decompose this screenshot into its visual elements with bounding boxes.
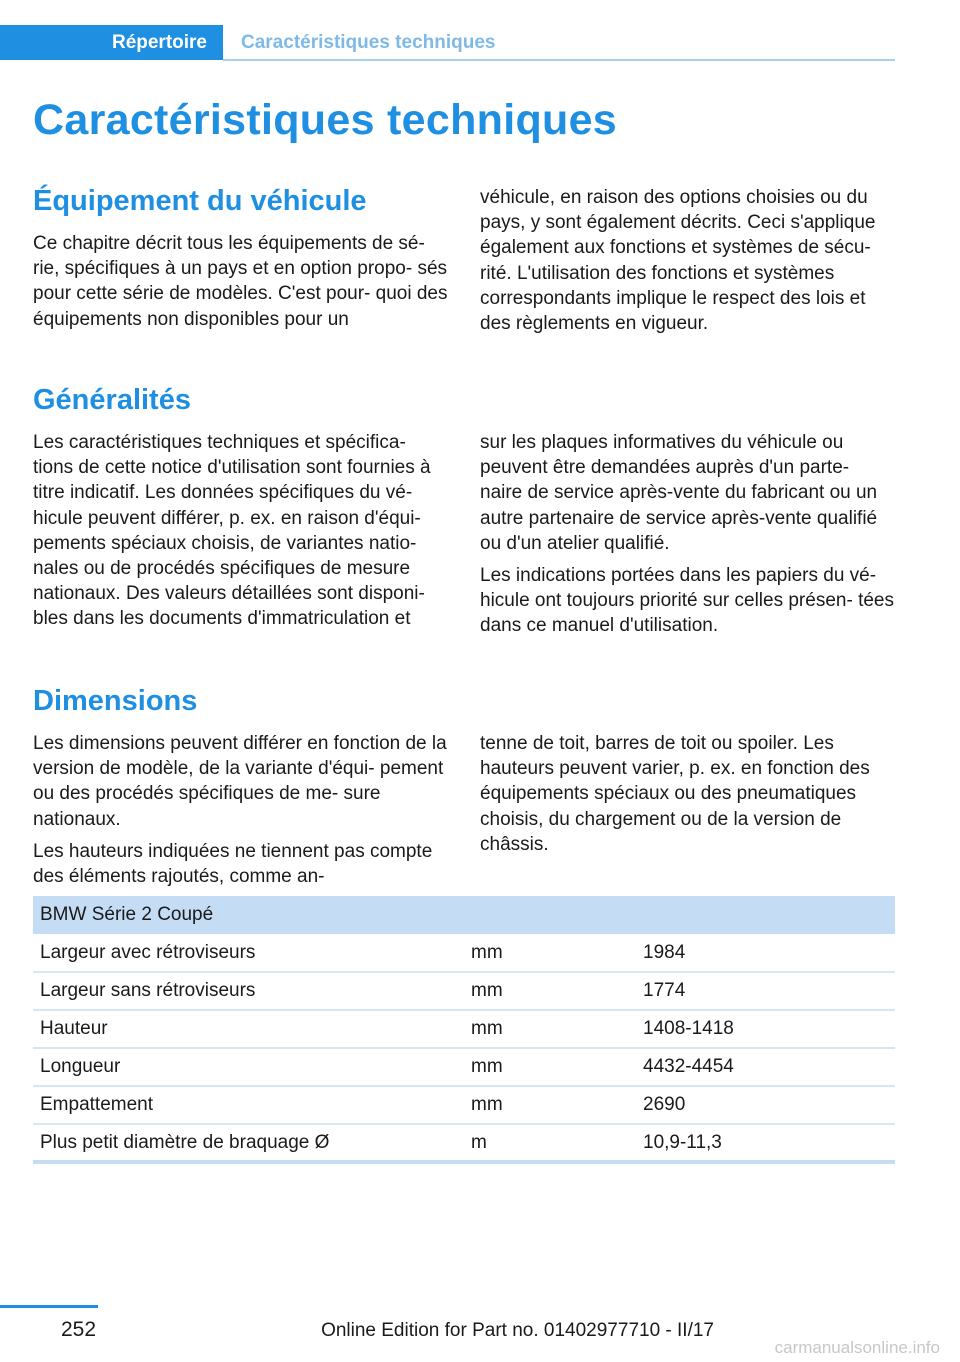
table-cell-label: Empattement: [33, 1086, 464, 1124]
table-cell-unit: mm: [464, 1010, 636, 1048]
page-title: Caractéristiques techniques: [33, 96, 618, 144]
table-cell-label: Longueur: [33, 1048, 464, 1086]
general-left-column: [33, 430, 449, 639]
paragraph: Ce chapitre décrit tous les équipements de sé‐ rie, spécifiques à un pays et en option propo‐ sés pour cette série de modèles. C'est pour‐ quoi des équipements non disponibles pour un: [33, 233, 448, 330]
equipment-left-column: [33, 231, 449, 339]
table-cell-label: Largeur avec rétroviseurs: [33, 934, 464, 972]
table-row: [33, 1048, 895, 1086]
table-cell-value: 10,9-11,3: [636, 1124, 895, 1162]
table-cell-label: Hauteur: [33, 1010, 464, 1048]
table-row: [33, 934, 895, 972]
table-cell-unit: mm: [464, 972, 636, 1010]
table-cell-unit: mm: [464, 934, 636, 972]
section-title-equipment: Équipement du véhicule: [33, 185, 367, 217]
table-row: [33, 1086, 895, 1124]
dimensions-left-column: [33, 731, 449, 896]
paragraph: véhicule, en raison des options choisies ou du pays, y sont également décrits. Ceci s'applique également aux fonctions et systèmes de sécu‐ rité. L'utilisation des fonctions et systèmes correspondants implique le respect des lois et des règlements en vigueur.: [480, 187, 876, 335]
equipment-right-column: [480, 185, 896, 343]
footer-accent-line: [0, 1305, 98, 1308]
paragraph: Les hauteurs indiquées ne tiennent pas compte des éléments rajoutés, comme an‐: [33, 840, 433, 888]
table-cell-value: 2690: [636, 1086, 895, 1124]
table-cell-label: Plus petit diamètre de braquage Ø: [33, 1124, 464, 1162]
general-right-column: [480, 430, 896, 646]
paragraph: Les caractéristiques techniques et spécifica‐ tions de cette notice d'utilisation sont fournies à titre indicatif. Les données spécifiques du vé‐ hicule peuvent différer, p. ex. en raison d'équi‐ pements spéciaux choisis, de variantes natio‐ nales ou de procédés spécifiques de mesure nationaux. Des valeurs détaillées sont disponi‐ bles dans les documents d'immatriculation et: [33, 432, 431, 630]
table-cell-value: 1774: [636, 972, 895, 1010]
paragraph: Les dimensions peuvent différer en fonction de la version de modèle, de la variante d'équi‐ pement ou des procédés spécifiques de me‐ sure nationaux.: [33, 733, 447, 830]
header-divider: [223, 59, 895, 61]
dimensions-right-column: [480, 731, 896, 864]
table-row: [33, 972, 895, 1010]
section-title-dimensions: Dimensions: [33, 685, 198, 717]
table-cell-value: 1984: [636, 934, 895, 972]
paragraph: Les indications portées dans les papiers du vé‐ hicule ont toujours priorité sur celles présen‐ tées dans ce manuel d'utilisation.: [480, 565, 894, 637]
paragraph: sur les plaques informatives du véhicule ou peuvent être demandées auprès d'un parte‐ naire de service après-vente du fabricant ou un autre partenaire de service après-vente qualifié ou d'un atelier qualifié.: [480, 432, 878, 554]
edition-note: Online Edition for Part no. 01402977710 - II/17: [321, 1320, 714, 1341]
table-row: [33, 1124, 895, 1162]
directory-tab[interactable]: Répertoire: [0, 25, 223, 60]
table-cell-value: 1408-1418: [636, 1010, 895, 1048]
table-cell-value: 4432-4454: [636, 1048, 895, 1086]
table-cell-label: Largeur sans rétroviseurs: [33, 972, 464, 1010]
table-header-row: [33, 896, 895, 934]
dimensions-table: [33, 896, 895, 1164]
section-title-general: Généralités: [33, 384, 191, 416]
table-row: [33, 1010, 895, 1048]
watermark: carmanualsonline.info: [774, 1338, 940, 1357]
current-section-tab[interactable]: Caractéristiques techniques: [241, 31, 496, 53]
table-cell-unit: mm: [464, 1048, 636, 1086]
page-header: [0, 25, 895, 63]
paragraph: tenne de toit, barres de toit ou spoiler. Les hauteurs peuvent varier, p. ex. en fonction des équipements spéciaux ou des pneumatiques choisis, du chargement ou de la version de châssis.: [480, 733, 870, 855]
table-heading: BMW Série 2 Coupé: [33, 896, 895, 934]
table-cell-unit: mm: [464, 1086, 636, 1124]
table-cell-unit: m: [464, 1124, 636, 1162]
page-number: 252: [61, 1318, 97, 1341]
